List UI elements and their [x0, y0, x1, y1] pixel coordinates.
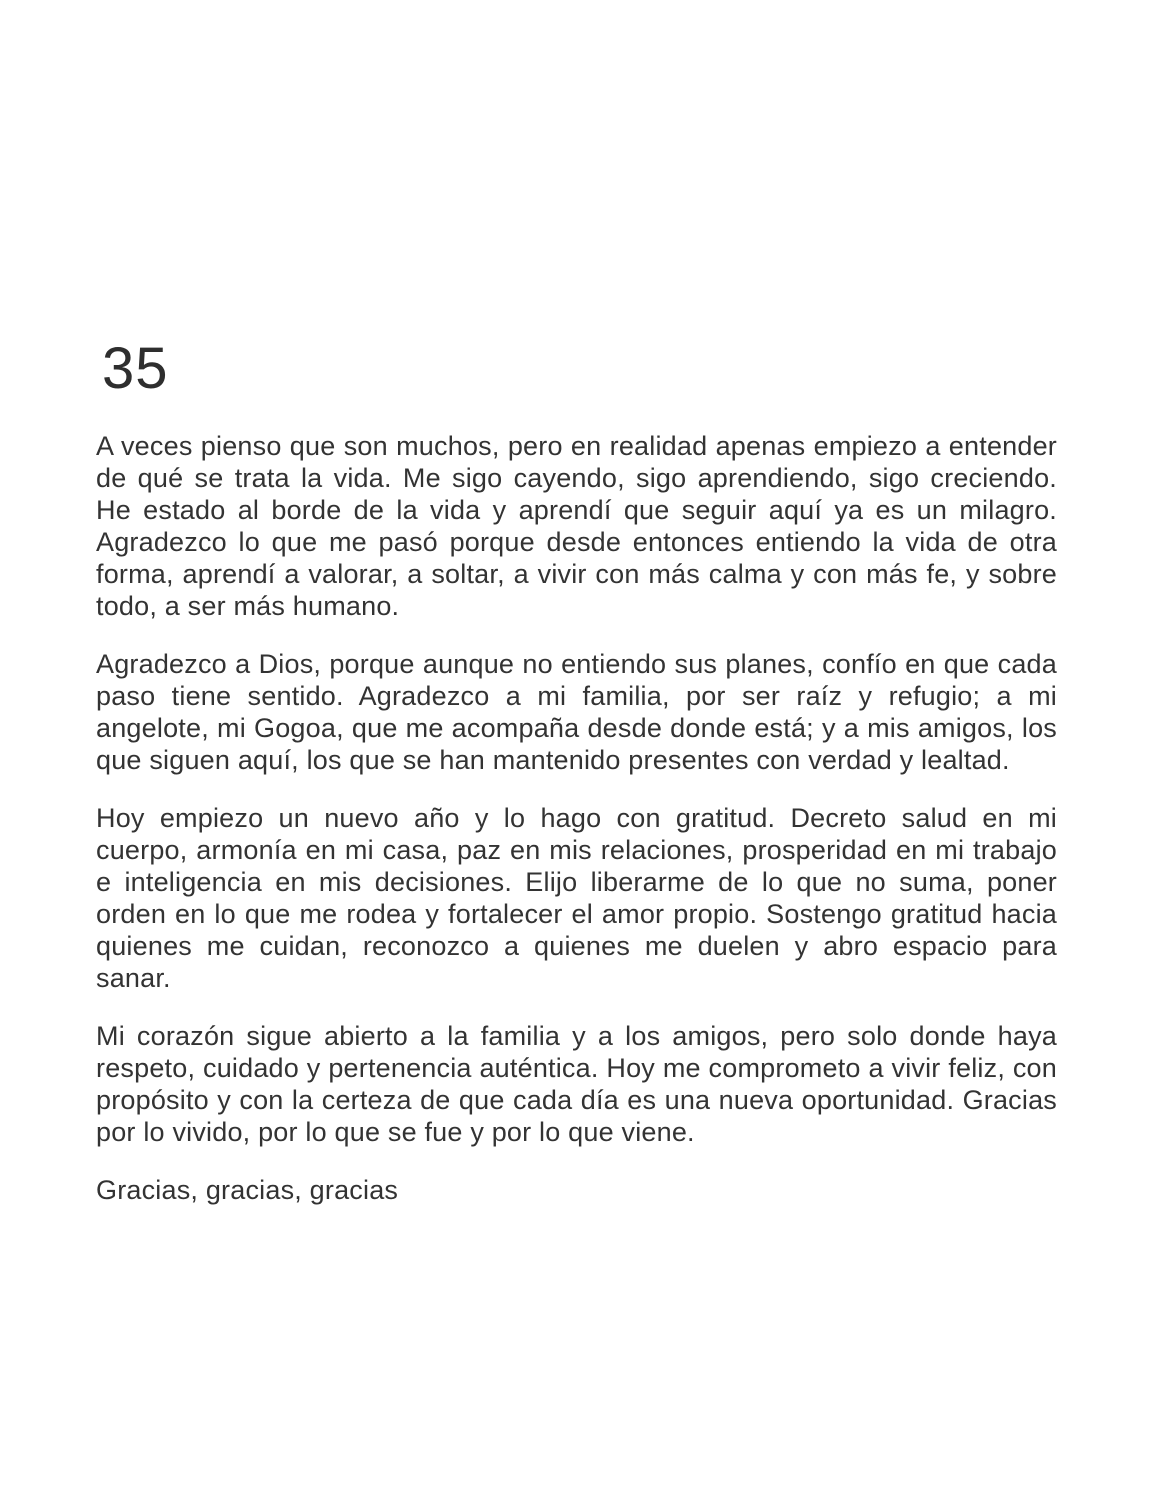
body-paragraph: A veces pienso que son muchos, pero en realidad apenas empiezo a entender de qué se trata la vida. Me sigo cayendo, sigo aprendiendo, sigo creciendo. He estado al borde de la vida y aprendí que seguir aquí ya es un milagro. Agradezco lo que me pasó porque desde entonces entiendo la vida de otra forma, aprendí a valorar, a soltar, a vivir con más calma y con más fe, y sobre todo, a ser más humano.: [96, 431, 1057, 621]
body-paragraph: Mi corazón sigue abierto a la familia y a los amigos, pero solo donde haya respeto, cuidado y pertenencia auténtica. Hoy me comprometo a vivir feliz, con propósito y con la certeza de que cada día es una nueva oportunidad. Gracias por lo vivido, por lo que se fue y por lo que viene.: [96, 1021, 1057, 1147]
body-paragraph: Hoy empiezo un nuevo año y lo hago con gratitud. Decreto salud en mi cuerpo, armonía en mi casa, paz en mis relaciones, prosperidad en mi trabajo e inteligencia en mis decisiones. Elijo liberarme de lo que no suma, poner orden en lo que me rodea y fortalecer el amor propio. Sostengo gratitud hacia quienes me cuidan, reconozco a quienes me duelen y abro espacio para sanar.: [96, 803, 1057, 993]
body-paragraph: Agradezco a Dios, porque aunque no entiendo sus planes, confío en que cada paso tiene sentido. Agradezco a mi familia, por ser raíz y refugio; a mi angelote, mi Gogoa, que me acompaña desde donde está; y a mis amigos, los que siguen aquí, los que se han mantenido presentes con verdad y lealtad.: [96, 649, 1057, 775]
closing-line: Gracias, gracias, gracias: [96, 1175, 399, 1205]
chapter-number: 35: [102, 336, 169, 401]
